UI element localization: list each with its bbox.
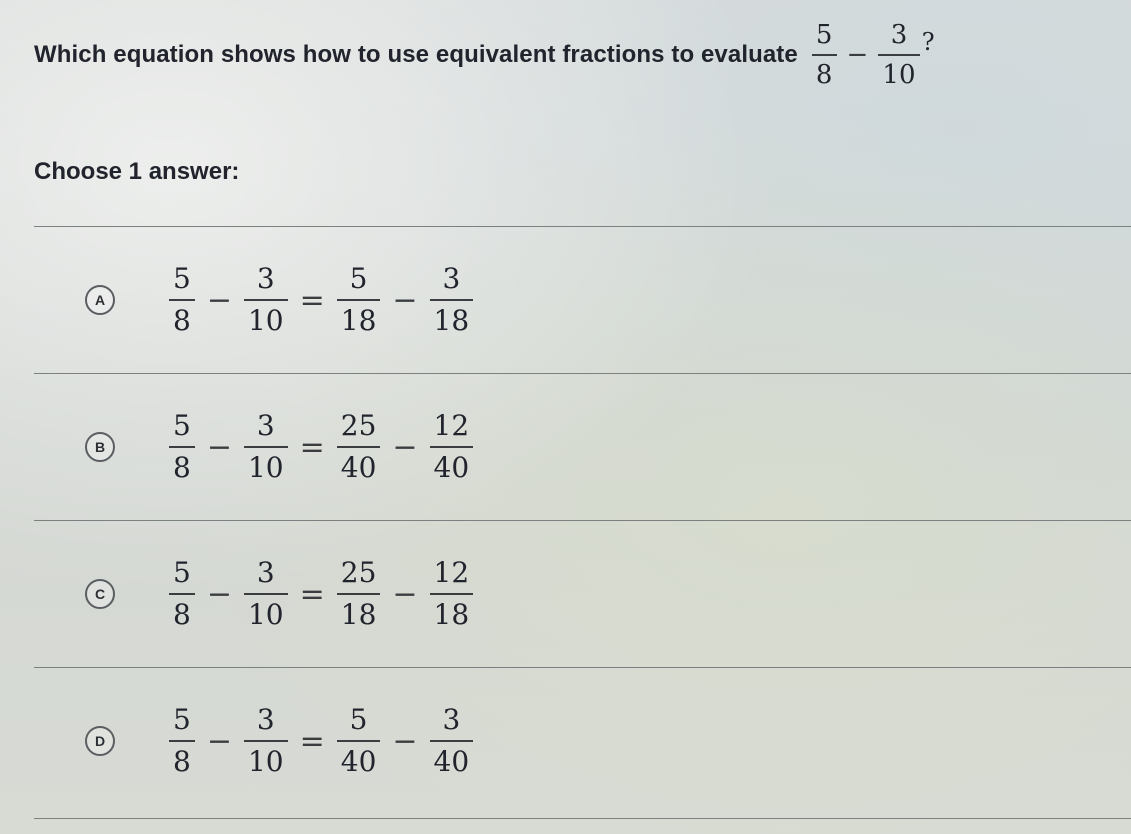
fraction-numerator: 3 <box>890 20 908 50</box>
fraction-denominator: 18 <box>337 593 381 629</box>
fraction-denominator: 8 <box>169 593 195 629</box>
fraction <box>430 262 474 337</box>
choice-a[interactable] <box>34 227 1131 373</box>
fraction-denominator: 10 <box>244 446 288 482</box>
fraction-denominator: 18 <box>430 593 474 629</box>
minus-sign: − <box>206 429 232 465</box>
question-prompt <box>34 22 935 88</box>
fraction-numerator: 12 <box>433 409 470 442</box>
fraction <box>169 703 195 778</box>
fraction-denominator: 40 <box>430 446 474 482</box>
fraction <box>337 703 381 778</box>
fraction <box>169 556 195 631</box>
fraction-numerator: 3 <box>442 262 461 295</box>
fraction-denominator: 8 <box>812 54 837 88</box>
choice-letter-c: C <box>85 579 115 609</box>
fraction-numerator: 25 <box>340 556 377 589</box>
question-text: Which equation shows how to use equivalent fractions to evaluate <box>34 41 798 68</box>
minus-sign: − <box>392 723 418 759</box>
fraction <box>244 556 288 631</box>
choice-b[interactable] <box>34 374 1131 520</box>
fraction-numerator: 5 <box>173 703 191 736</box>
question-fraction-2 <box>878 22 919 88</box>
fraction-denominator: 40 <box>430 740 474 776</box>
choice-c[interactable] <box>34 521 1131 667</box>
fraction <box>169 262 195 337</box>
minus-sign: − <box>206 282 232 318</box>
fraction-numerator: 3 <box>256 703 275 736</box>
fraction-numerator: 12 <box>433 556 470 589</box>
fraction-numerator: 5 <box>173 556 191 589</box>
fraction-denominator: 10 <box>244 740 288 776</box>
choose-instruction: Choose 1 answer: <box>34 158 240 185</box>
fraction-numerator: 5 <box>349 262 368 295</box>
equals-sign: = <box>299 282 325 318</box>
fraction-denominator: 18 <box>337 299 381 335</box>
fraction-denominator: 8 <box>169 299 195 335</box>
fraction-denominator: 18 <box>430 299 474 335</box>
minus-sign: − <box>392 429 418 465</box>
choice-equation <box>169 703 473 778</box>
question-mark: ? <box>921 28 935 56</box>
minus-sign: − <box>392 576 418 612</box>
fraction <box>430 409 474 484</box>
fraction-numerator: 5 <box>815 20 833 50</box>
divider <box>34 818 1131 819</box>
fraction <box>337 556 381 631</box>
minus-sign: − <box>206 723 232 759</box>
fraction <box>169 409 195 484</box>
choice-d[interactable] <box>34 668 1131 814</box>
fraction-numerator: 5 <box>349 703 368 736</box>
choice-equation <box>169 409 473 484</box>
fraction <box>244 262 288 337</box>
minus-sign: − <box>846 40 869 70</box>
equals-sign: = <box>299 723 325 759</box>
fraction <box>430 703 474 778</box>
fraction-numerator: 25 <box>340 409 377 442</box>
fraction-denominator: 10 <box>878 54 919 88</box>
fraction-numerator: 3 <box>442 703 461 736</box>
equals-sign: = <box>299 429 325 465</box>
fraction-denominator: 10 <box>244 593 288 629</box>
fraction-denominator: 40 <box>337 740 381 776</box>
fraction <box>430 556 474 631</box>
choice-letter-a: A <box>85 285 115 315</box>
fraction <box>244 703 288 778</box>
fraction-denominator: 40 <box>337 446 381 482</box>
fraction-denominator: 8 <box>169 740 195 776</box>
question-fraction-1 <box>812 22 837 88</box>
fraction-numerator: 3 <box>256 409 275 442</box>
choice-letter-d: D <box>85 726 115 756</box>
choice-equation <box>169 556 473 631</box>
choice-equation <box>169 262 473 337</box>
minus-sign: − <box>206 576 232 612</box>
fraction-numerator: 3 <box>256 262 275 295</box>
minus-sign: − <box>392 282 418 318</box>
fraction-numerator: 3 <box>256 556 275 589</box>
choice-letter-b: B <box>85 432 115 462</box>
equals-sign: = <box>299 576 325 612</box>
fraction <box>337 262 381 337</box>
fraction-numerator: 5 <box>173 409 191 442</box>
fraction <box>244 409 288 484</box>
fraction-denominator: 8 <box>169 446 195 482</box>
fraction-numerator: 5 <box>173 262 191 295</box>
fraction-denominator: 10 <box>244 299 288 335</box>
fraction <box>337 409 381 484</box>
